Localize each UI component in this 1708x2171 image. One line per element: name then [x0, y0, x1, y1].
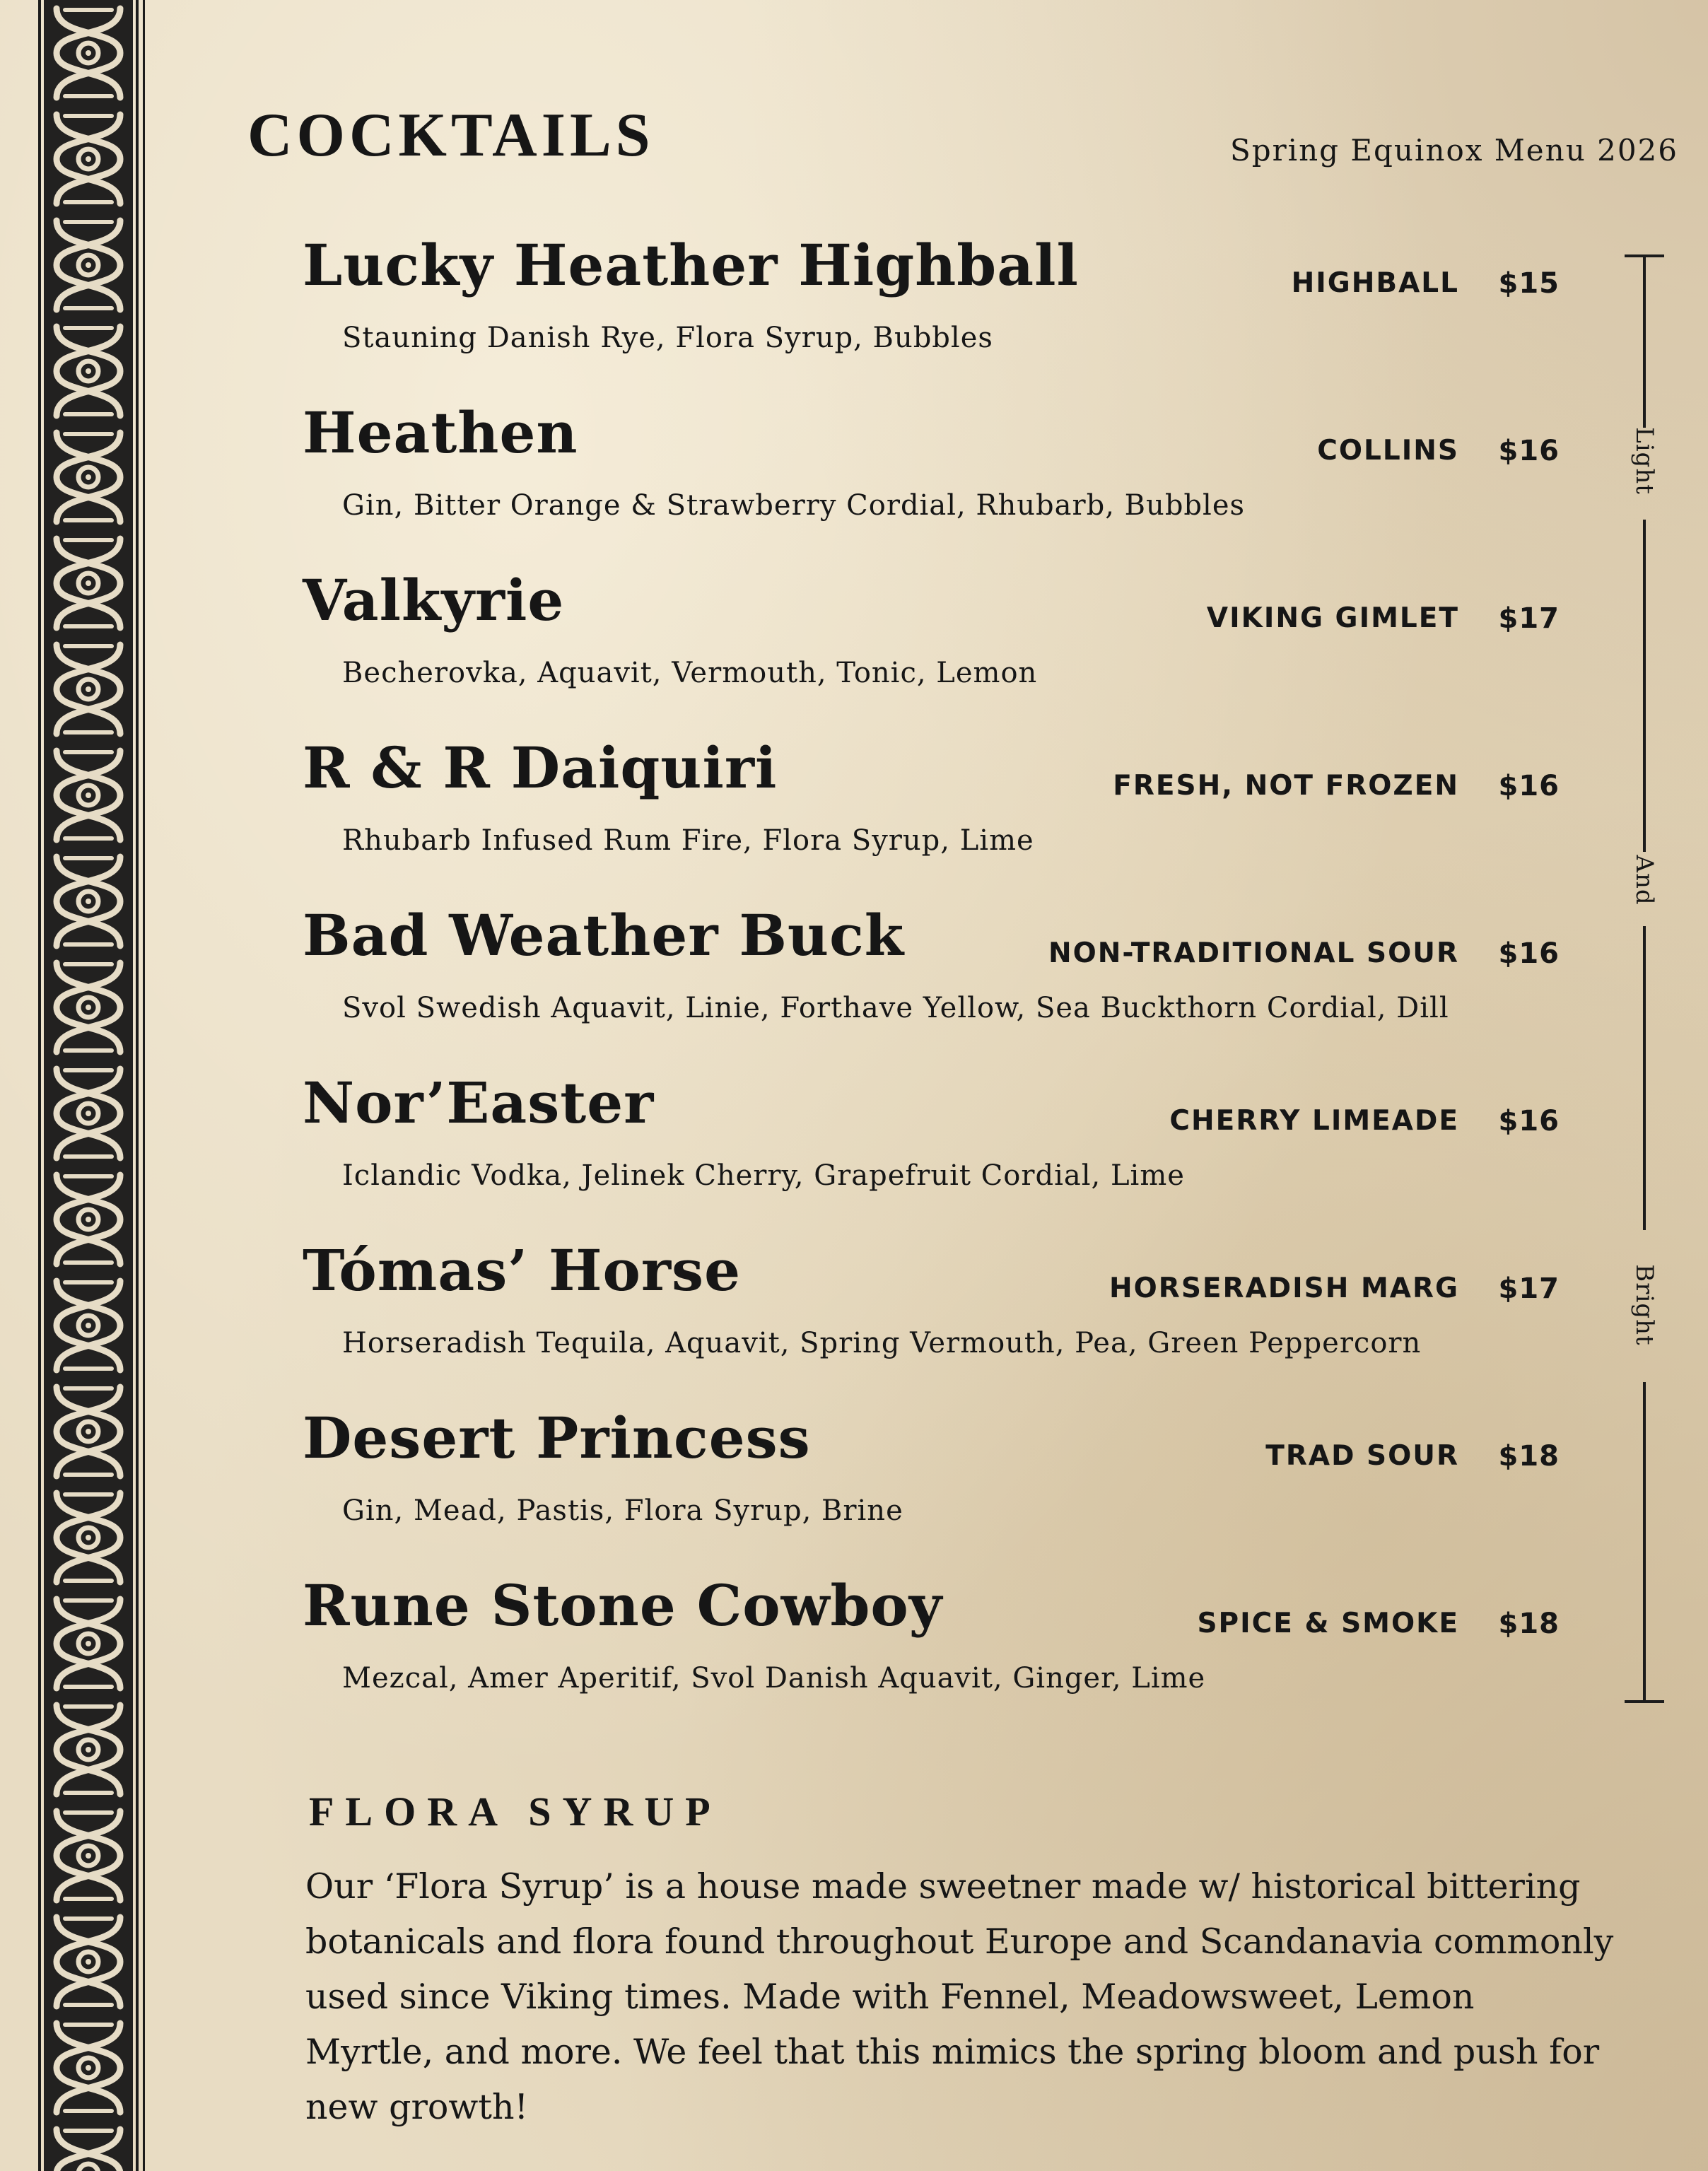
cocktail-style: VIKING GIMLET [1206, 602, 1459, 634]
menu-subtitle: Spring Equinox Menu 2026 [1229, 133, 1678, 168]
scale-label-light: Light [1630, 427, 1659, 495]
cocktail-style: COLLINS [1317, 435, 1459, 467]
cocktail-price: $18 [1498, 1608, 1560, 1640]
scale-bottom-cap [1625, 1700, 1664, 1703]
cocktail-name: Tómas’ Horse [303, 1237, 741, 1304]
cocktail-price: $18 [1498, 1440, 1560, 1473]
description-line: Our ‘Flora Syrup’ is a house made sweetner made w/ historical bittering [305, 1866, 1581, 1907]
cocktail-ingredients: Gin, Bitter Orange & Strawberry Cordial, Rhubarb, Bubbles [342, 489, 1246, 522]
cocktail-name: R & R Daiquiri [303, 735, 778, 801]
description-line: Myrtle, and more. We feel that this mimics the spring bloom and push for [305, 2032, 1600, 2072]
description-line: new growth! [305, 2087, 529, 2127]
knotwork-border [0, 0, 150, 2171]
page-title: COCKTAILS [247, 101, 655, 170]
cocktail-ingredients: Horseradish Tequila, Aquavit, Spring Vermouth, Pea, Green Peppercorn [342, 1327, 1422, 1359]
cocktail-item [303, 1572, 1560, 1745]
cocktail-price: $16 [1498, 435, 1560, 467]
cocktail-style: HORSERADISH MARG [1109, 1272, 1459, 1304]
cocktail-item [303, 1070, 1560, 1242]
description-line: used since Viking times. Made with Fennel, Meadowsweet, Lemon [305, 1977, 1475, 2017]
cocktail-ingredients: Svol Swedish Aquavit, Linie, Forthave Yellow, Sea Buckthorn Cordial, Dill [342, 992, 1449, 1024]
flavor-scale [1619, 254, 1668, 1346]
flora-syrup-description [305, 1859, 1642, 2135]
cocktail-ingredients: Gin, Mead, Pastis, Flora Syrup, Brine [342, 1494, 903, 1527]
cocktail-name: Bad Weather Buck [303, 902, 905, 969]
cocktail-name: Lucky Heather Highball [303, 232, 1079, 298]
cocktail-price: $15 [1498, 267, 1560, 300]
cocktail-ingredients: Rhubarb Infused Rum Fire, Flora Syrup, Lime [342, 824, 1034, 857]
cocktail-ingredients: Becherovka, Aquavit, Vermouth, Tonic, Lemon [342, 657, 1038, 689]
cocktail-ingredients: Iclandic Vodka, Jelinek Cherry, Grapefruit Cordial, Lime [342, 1159, 1185, 1192]
border-rule-inner [136, 0, 139, 2171]
cocktail-price: $16 [1498, 937, 1560, 970]
border-rule-outer [38, 0, 41, 2171]
cocktail-name: Nor’Easter [303, 1070, 655, 1136]
scale-line-segment [1643, 1382, 1646, 1700]
knotwork-band [44, 0, 133, 2171]
scale-label-bright: Bright [1630, 1264, 1659, 1346]
cocktail-name: Valkyrie [303, 567, 565, 633]
cocktail-ingredients: Mezcal, Amer Aperitif, Svol Danish Aquavit, Ginger, Lime [342, 1662, 1206, 1695]
cocktail-price: $16 [1498, 770, 1560, 802]
border-rule-inner-2 [143, 0, 145, 2171]
cocktail-item [303, 902, 1560, 1075]
scale-label-and: And [1630, 855, 1659, 906]
cocktail-style: SPICE & SMOKE [1197, 1608, 1459, 1639]
cocktail-price: $16 [1498, 1105, 1560, 1137]
cocktail-list [303, 232, 1560, 1745]
cocktail-item [303, 1405, 1560, 1577]
flora-syrup-heading: FLORA SYRUP [309, 1789, 722, 1834]
cocktail-item [303, 232, 1560, 404]
scale-line-segment [1643, 254, 1646, 428]
cocktail-item [303, 1237, 1560, 1410]
knotwork-pattern-icon [44, 0, 133, 2171]
scale-line-segment [1643, 926, 1646, 1230]
cocktail-style: NON-TRADITIONAL SOUR [1048, 937, 1459, 969]
cocktail-item [303, 735, 1560, 907]
cocktail-price: $17 [1498, 1272, 1560, 1305]
description-line: botanicals and flora found throughout Europe and Scandanavia commonly [305, 1921, 1614, 1962]
cocktail-style: FRESH, NOT FROZEN [1113, 770, 1459, 802]
cocktail-name: Heathen [303, 399, 578, 466]
cocktail-price: $17 [1498, 602, 1560, 635]
cocktail-style: HIGHBALL [1291, 267, 1459, 299]
cocktail-name: Desert Princess [303, 1405, 811, 1471]
cocktail-item [303, 399, 1560, 572]
cocktail-style: CHERRY LIMEADE [1169, 1105, 1459, 1137]
cocktail-item [303, 567, 1560, 739]
scale-line-segment [1643, 520, 1646, 852]
cocktail-ingredients: Stauning Danish Rye, Flora Syrup, Bubbles [342, 322, 993, 354]
cocktail-style: TRAD SOUR [1265, 1440, 1459, 1472]
cocktail-name: Rune Stone Cowboy [303, 1572, 943, 1639]
